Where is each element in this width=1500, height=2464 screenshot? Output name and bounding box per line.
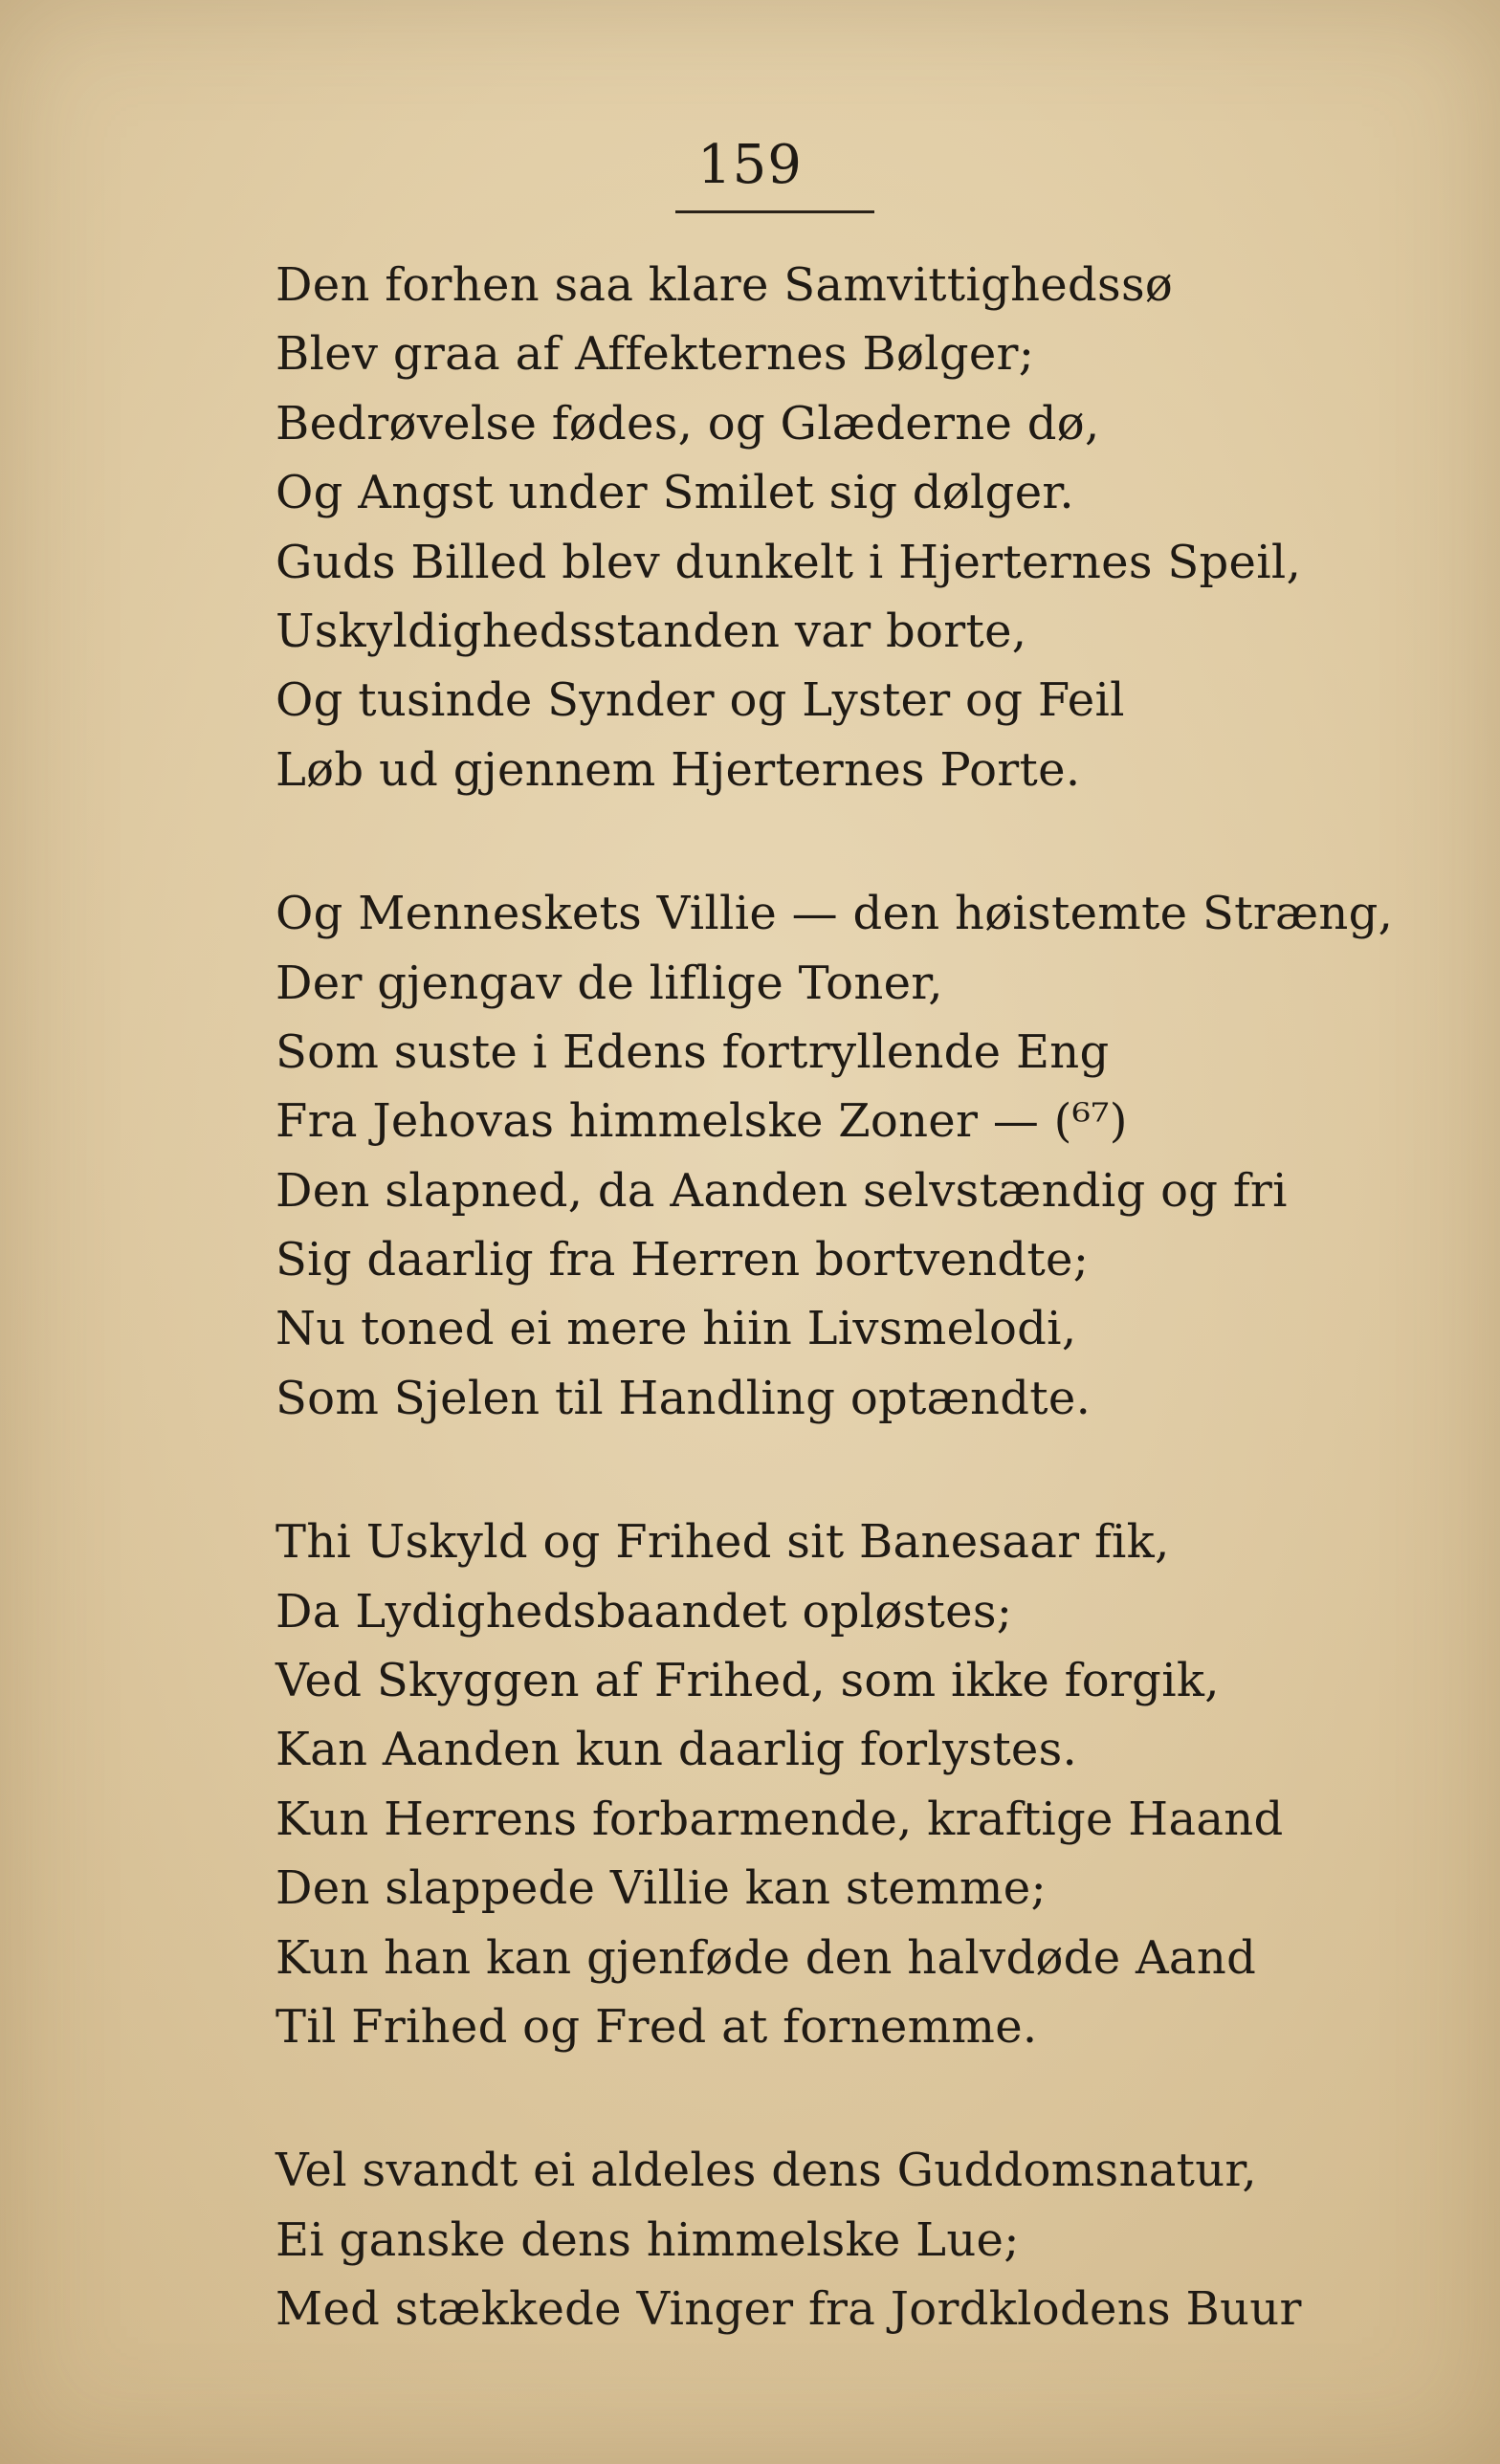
- verse-line: Og Angst under Smilet sig dølger.: [276, 466, 1074, 520]
- verse-line: Thi Uskyld og Frihed sit Banesaar fik,: [276, 1515, 1170, 1570]
- verse-line: Til Frihed og Fred at fornemme.: [276, 1999, 1038, 2054]
- verse-line: Som Sjelen til Handling optændte.: [276, 1371, 1092, 1425]
- verse-line: Kun han kan gjenføde den halvdøde Aand: [276, 1930, 1257, 1985]
- verse-line: Kan Aanden kun daarlig forlystes.: [276, 1723, 1078, 1777]
- verse-line: Blev graa af Affekternes Bølger;: [276, 327, 1035, 382]
- verse-line: Vel svandt ei aldeles dens Guddomsnatur,: [276, 2144, 1257, 2198]
- verse-line: Der gjengav de liflige Toner,: [276, 956, 943, 1010]
- verse-line: Den forhen saa klare Samvittighedssø: [276, 258, 1174, 312]
- header-rule: [675, 210, 874, 213]
- verse-line: Den slappede Villie kan stemme;: [276, 1861, 1047, 1916]
- poem-body: [276, 251, 1394, 2419]
- verse-line: Den slapned, da Aanden selvstændig og fri: [276, 1163, 1288, 1218]
- verse-line: Uskyldighedsstanden var borte,: [276, 604, 1027, 658]
- verse-line: Nu toned ei mere hiin Livsmelodi,: [276, 1302, 1077, 1356]
- verse-line: Og Menneskets Villie — den høistemte Stræng,: [276, 887, 1394, 941]
- verse-line: Bedrøvelse fødes, og Glæderne dø,: [276, 396, 1100, 451]
- page-number: 159: [697, 134, 803, 196]
- verse-line: Fra Jehovas himmelske Zoner — (⁶⁷): [276, 1094, 1128, 1149]
- verse-line: Med stækkede Vinger fra Jordklodens Buur: [276, 2282, 1302, 2337]
- stanza-4: [276, 2136, 1366, 2343]
- verse-line: Som suste i Edens fortryllende Eng: [276, 1024, 1110, 1079]
- verse-line: Da Lydighedsbaandet opløstes;: [276, 1584, 1013, 1639]
- verse-line: Kun Herrens forbarmende, kraftige Haand: [276, 1792, 1284, 1846]
- verse-line: Guds Billed blev dunkelt i Hjerternes Speil,: [276, 535, 1302, 589]
- verse-line: Sig daarlig fra Herren bortvendte;: [276, 1233, 1090, 1287]
- stanza-2: [276, 879, 1394, 1433]
- verse-line: Ved Skyggen af Frihed, som ikke forgik,: [276, 1654, 1220, 1708]
- verse-line: Ei ganske dens himmelske Lue;: [276, 2212, 1020, 2267]
- stanza-1: [276, 251, 1366, 804]
- stanza-3: [276, 1507, 1366, 2061]
- verse-line: Løb ud gjennem Hjerternes Porte.: [276, 742, 1081, 797]
- verse-line: Og tusinde Synder og Lyster og Feil: [276, 673, 1125, 728]
